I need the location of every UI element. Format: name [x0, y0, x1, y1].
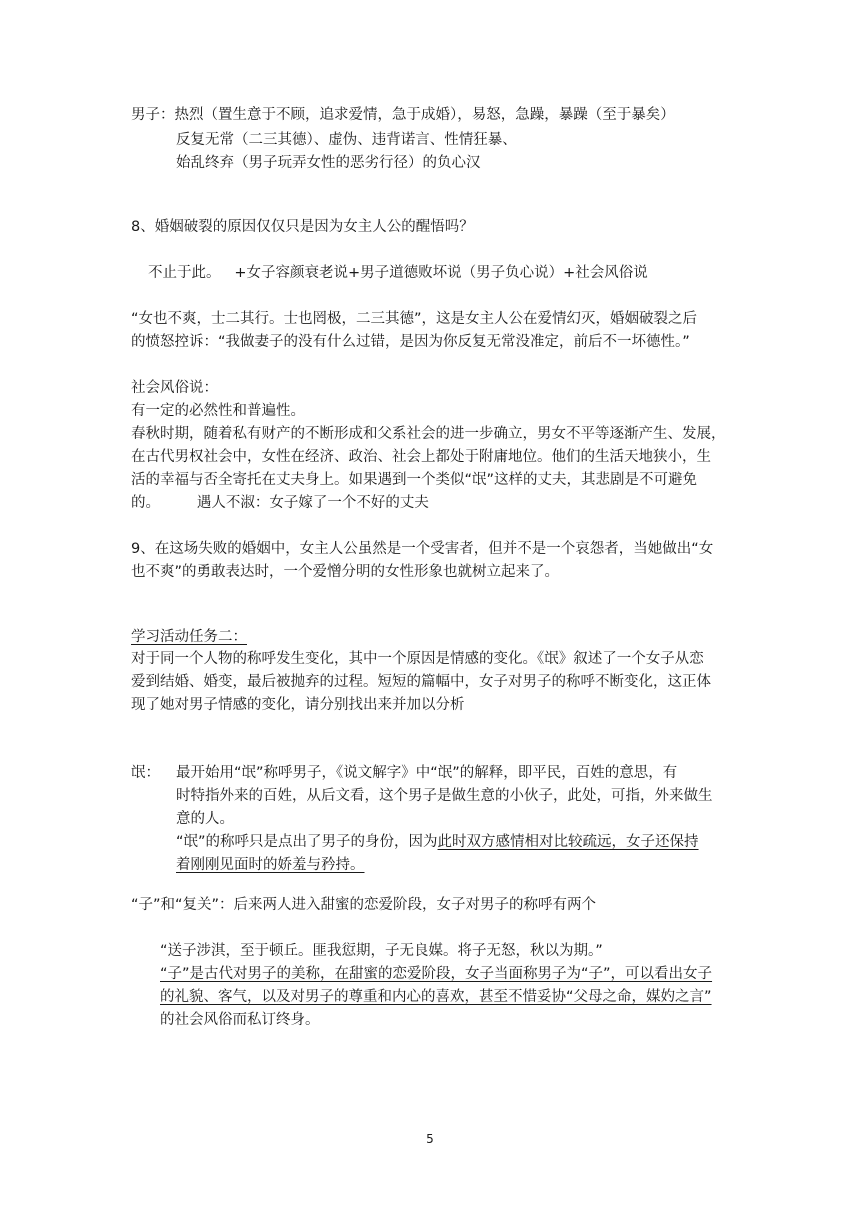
quote-line2: 的愤怒控诉：“我做妻子的没有什么过错，是因为你反复无常没准定，前后不一坏德性。” — [131, 334, 690, 350]
social-paragraph-line2: 在古代男权社会中，女性在经济、政治、社会上都处于附庸地位。他们的生活天地狭小，生 — [131, 449, 711, 465]
meng-line5: 着刚刚见面时的娇羞与矜持。 — [176, 857, 365, 873]
page-number: 5 — [426, 1132, 434, 1146]
question-9-line1: 9、在这场失败的婚姻中，女主人公虽然是一个受害者，但并不是一个哀怨者，当她做出“女 — [131, 541, 714, 557]
social-line1: 有一定的必然性和普遍性。 — [131, 403, 305, 419]
zi-line1: “子”是古代对男子的美称，在甜蜜的恋爱阶段，女子当面称男子为“子”，可以看出女子 — [160, 966, 713, 982]
task2-line1: 对于同一个人物的称呼发生变化，其中一个原因是情感的变化。《氓》叙述了一个女子从恋 — [131, 651, 704, 667]
zi-line3: 的社会风俗而私订终身。 — [160, 1012, 320, 1028]
male-desc-line3: 始乱终弃（男子玩弄女性的恶劣行径）的负心汉 — [176, 155, 481, 171]
task2-line3: 现了她对男子情感的变化，请分别找出来并加以分析 — [131, 697, 465, 713]
social-paragraph-line4: 的。 遇人不淑：女子嫁了一个不好的丈夫 — [131, 495, 429, 511]
zi-heading: “子”和“复关”：后来两人进入甜蜜的恋爱阶段，女子对男子的称呼有两个 — [131, 897, 597, 913]
meng-line3: 意的人。 — [176, 811, 234, 827]
zi-line2: 的礼貌、客气，以及对男子的尊重和内心的喜欢，甚至不惜妥协“父母之命，媒妁之言” — [160, 989, 712, 1005]
male-desc-line1: 男子：热烈（置生意于不顾，追求爱情，急于成婚），易怒，急躁，暴躁（至于暴矣） — [131, 107, 675, 123]
zi-quote: “送子涉淇，至于顿丘。匪我愆期，子无良媒。将子无怒，秋以为期。” — [160, 943, 603, 959]
task2-line2: 爱到结婚、婚变，最后被抛弃的过程。短短的篇幅中，女子对男子的称呼不断变化，这正体 — [131, 674, 711, 690]
meng-line2: 时特指外来的百姓，从后文看，这个男子是做生意的小伙子，此处，可指，外来做生 — [176, 788, 713, 804]
meng-line4-plain: “氓”的称呼只是点出了男子的身份，因为 — [176, 834, 438, 850]
question-8: 8、婚姻破裂的原因仅仅只是因为女主人公的醒悟吗？ — [131, 219, 474, 235]
meng-line4-underlined: 此时双方感情相对比较疏远，女子还保持 — [437, 834, 699, 850]
meng-label: 氓： — [131, 765, 160, 781]
social-heading: 社会风俗说： — [131, 380, 218, 396]
question-9-line2: 也不爽”的勇敢表达时，一个爱憎分明的女性形象也就树立起来了。 — [131, 564, 560, 580]
social-paragraph-line1: 春秋时期，随着私有财产的不断形成和父系社会的进一步确立，男女不平等逐渐产生、发展， — [131, 426, 726, 442]
meng-line1: 最开始用“氓”称呼男子，《说文解字》中“氓”的解释，即平民，百姓的意思，有 — [176, 765, 678, 781]
quote-line1: “女也不爽，士二其行。士也罔极，二三其德”，这是女主人公在爱情幻灭，婚姻破裂之后 — [131, 311, 698, 327]
meng-line4 — [176, 831, 699, 853]
social-paragraph-line3: 活的幸福与否全寄托在丈夫身上。如果遇到一个类似“氓”这样的丈夫，其悲剧是不可避免 — [131, 472, 698, 488]
task2-heading: 学习活动任务二： — [131, 629, 247, 645]
question-8-answer: 不止于此。 +女子容颜衰老说+男子道德败坏说（男子负心说）+社会风俗说 — [148, 265, 648, 281]
male-desc-line2: 反复无常（二三其德）、虚伪、违背诺言、性情狂暴、 — [176, 132, 517, 148]
